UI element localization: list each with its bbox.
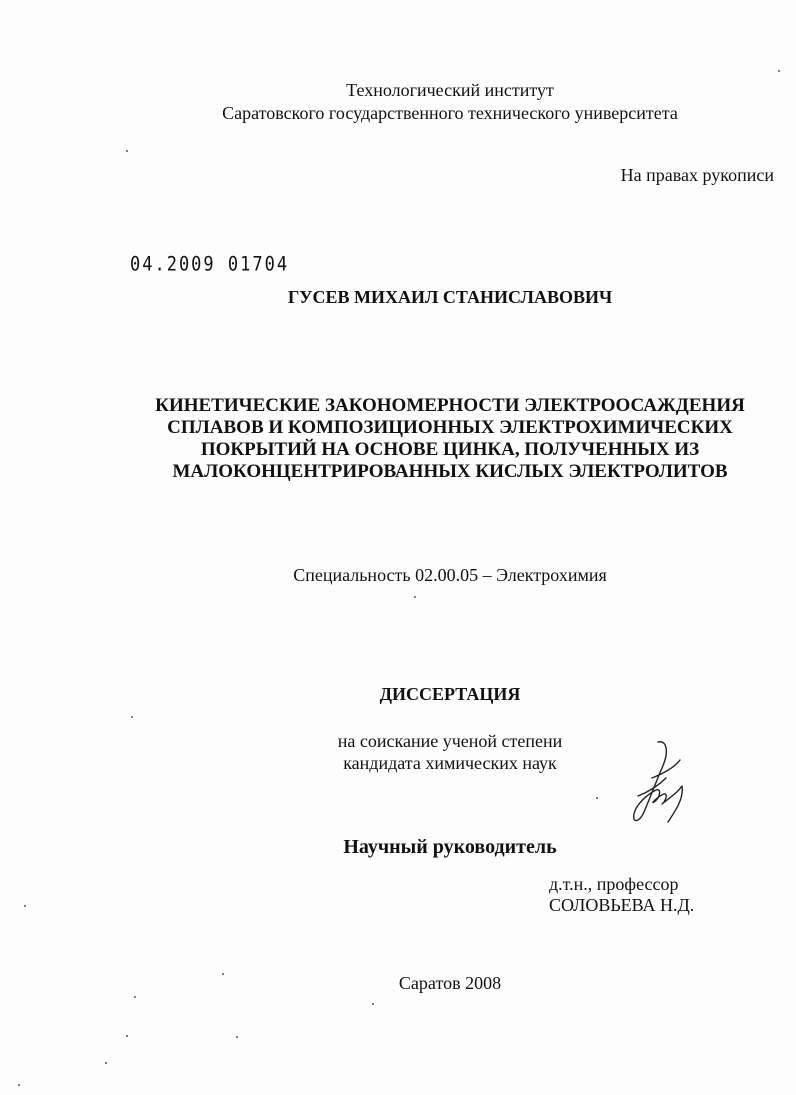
- scan-speck: [126, 150, 128, 152]
- rights-note: На правах рукописи: [620, 165, 774, 185]
- scan-speck: [372, 1003, 374, 1005]
- institute-line-1: Технологический институт: [346, 80, 554, 100]
- scan-speck: [18, 1084, 20, 1086]
- scan-speck: [236, 1036, 238, 1038]
- specialty: Специальность 02.00.05 – Электрохимия: [293, 565, 607, 585]
- supervisor-rank: д.т.н., профессор: [549, 874, 679, 894]
- degree-line-1: на соискание ученой степени: [337, 731, 563, 751]
- supervisor-heading: Научный руководитель: [343, 836, 557, 858]
- scan-speck: [134, 996, 136, 998]
- author-name: ГУСЕВ МИХАИЛ СТАНИСЛАВОВИЧ: [287, 287, 613, 307]
- scan-speck: [24, 905, 26, 907]
- supervisor-name: СОЛОВЬЕВА Н.Д.: [549, 895, 695, 915]
- scan-speck: [596, 797, 598, 799]
- scan-speck: [222, 973, 224, 975]
- title-line: МАЛОКОНЦЕНТРИРОВАННЫХ КИСЛЫХ ЭЛЕКТРОЛИТОВ: [172, 461, 728, 482]
- city-year: Саратов 2008: [398, 973, 502, 993]
- title-line: КИНЕТИЧЕСКИЕ ЗАКОНОМЕРНОСТИ ЭЛЕКТРООСАЖДЕНИЯ: [155, 395, 745, 416]
- title-line: ПОКРЫТИЙ НА ОСНОВЕ ЦИНКА, ПОЛУЧЕННЫХ ИЗ: [200, 439, 700, 460]
- library-stamp-number: 04.2009 01704: [130, 253, 290, 277]
- scan-speck: [126, 1035, 128, 1037]
- scan-speck: [131, 716, 133, 718]
- degree-line-2: кандидата химических наук: [343, 753, 557, 773]
- title-line: СПЛАВОВ И КОМПОЗИЦИОННЫХ ЭЛЕКТРОХИМИЧЕСКИХ: [167, 417, 733, 438]
- scan-speck: [414, 596, 416, 598]
- scan-speck: [105, 1062, 107, 1064]
- institute-line-2: Саратовского государственного технического университета: [222, 103, 678, 123]
- document-type: ДИССЕРТАЦИЯ: [379, 684, 521, 704]
- handwritten-signature: [622, 738, 692, 828]
- scan-speck: [778, 70, 780, 72]
